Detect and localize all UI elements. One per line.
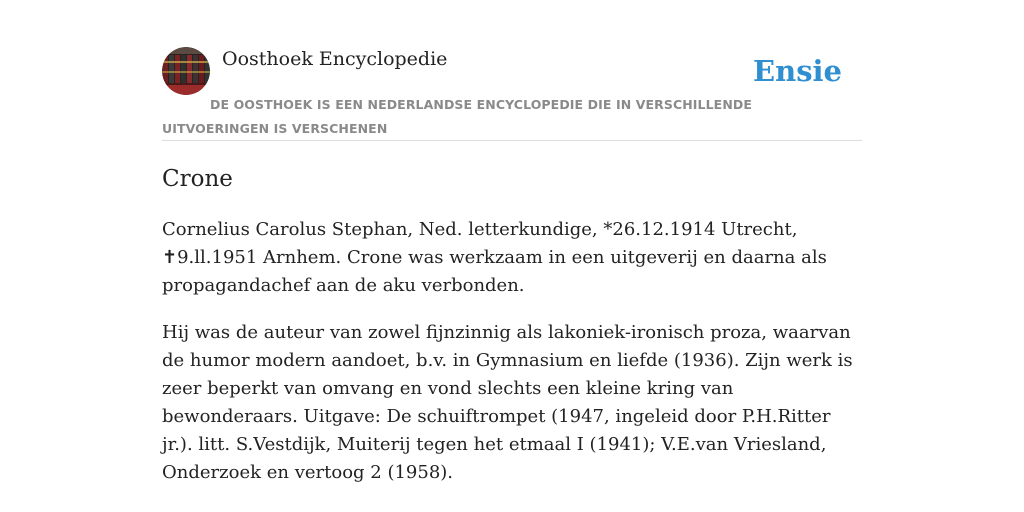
article-paragraph: Hij was de auteur van zowel fijnzinnig als lakoniek-ironisch proza, waarvan de humor modern aandoet, b.v. in Gymnasium en liefde (1936). Zijn werk is zeer beperkt van omvang en vond slechts een kleine kring van bewonderaars. Uitgave: De schuiftrompet (1947, ingeleid door P.H.Ritter jr.). litt. S.Vestdijk, Muiterij tegen het etmaal I (1941); V.E.van Vriesland, Onderzoek en vertoog 2 (1958). — [162, 322, 853, 483]
source-header — [162, 46, 862, 141]
source-tagline: DE OOSTHOEK IS EEN NEDERLANDSE ENCYCLOPEDIE DIE IN VERSCHILLENDE UITVOERINGEN IS VERSCHENEN — [162, 97, 752, 136]
source-title[interactable]: Oosthoek Encyclopedie — [222, 48, 448, 70]
article-title: Crone — [162, 166, 233, 192]
bookshelf-avatar-icon[interactable] — [162, 47, 210, 95]
article-body — [162, 216, 864, 506]
article-paragraph: Cornelius Carolus Stephan, Ned. letterkundige, *26.12.1914 Utrecht, ✝9.ll.1951 Arnhem. Crone was werkzaam in een uitgeverij en daarna als propagandachef aan de aku verbonden. — [162, 219, 827, 296]
brand-logo[interactable]: Ensie — [753, 54, 842, 88]
